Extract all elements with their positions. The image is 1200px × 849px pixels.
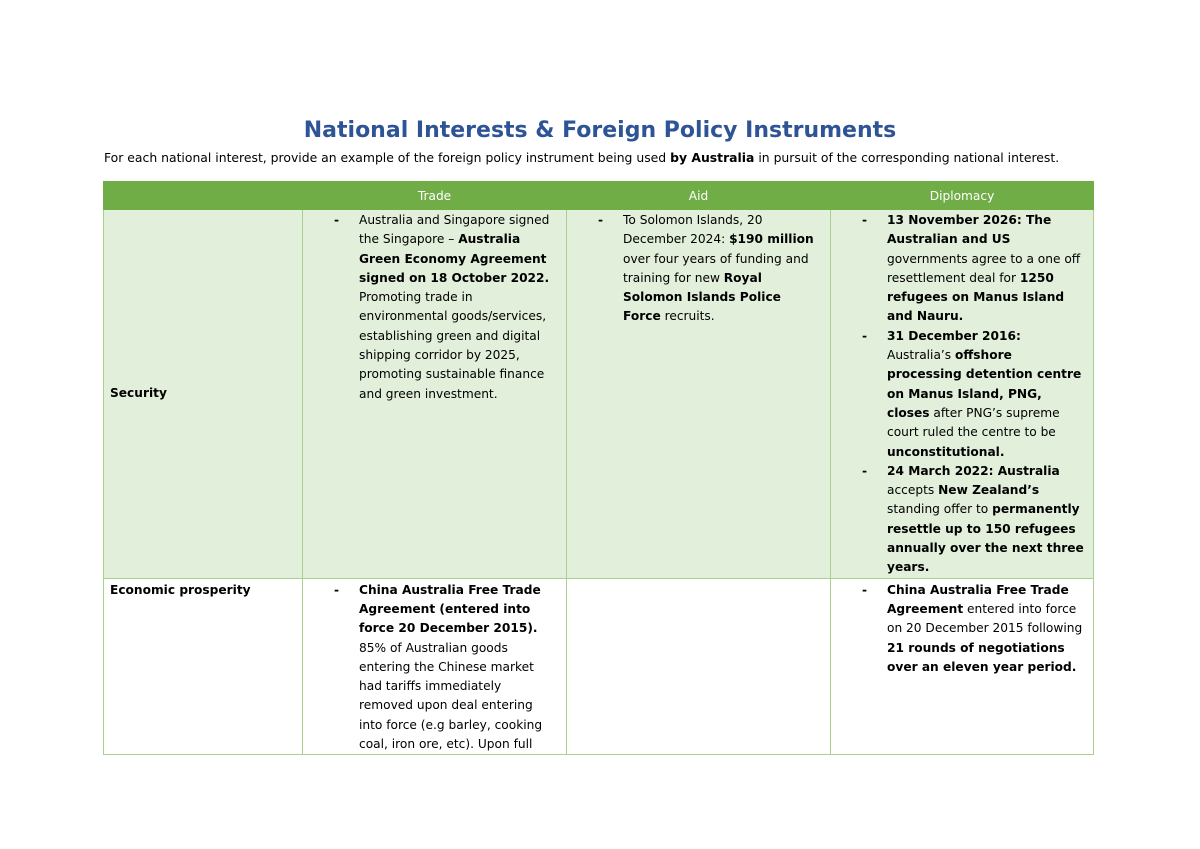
bold-text: 13 November 2026: The Australian and US — [887, 213, 1052, 247]
list-item — [303, 581, 566, 752]
bold-text: 1250 refugees on Manus Island and Nauru. — [887, 270, 1065, 324]
row-label-economic-prosperity: Economic prosperity — [104, 578, 303, 754]
cell-security-aid — [567, 210, 831, 579]
bullet-list — [567, 210, 830, 327]
dash-bullet-icon: - — [334, 582, 340, 597]
cell-economic-diplomacy — [831, 578, 1094, 754]
header-blank — [104, 182, 303, 210]
bold-text: China Australia Free Trade Agreement (entered into force 20 December 2015). — [359, 582, 541, 636]
table-row-economic-prosperity — [104, 578, 1094, 754]
table-row-security — [104, 210, 1094, 579]
header-aid: Aid — [567, 182, 831, 210]
dash-bullet-icon: - — [862, 582, 868, 597]
body-text: recruits. — [660, 309, 715, 324]
instructions-text-end: in pursuit of the corresponding national interest. — [754, 150, 1060, 165]
cell-economic-aid — [567, 578, 831, 754]
body-text: accepts — [887, 483, 939, 498]
page-title: National Interests & Foreign Policy Instruments — [303, 118, 897, 143]
row-label-security: Security — [104, 210, 303, 579]
bold-text: New Zealand’s — [938, 483, 1040, 498]
bold-text: 24 March 2022: Australia — [887, 463, 1060, 478]
body-text: standing offer to — [887, 502, 993, 517]
dash-bullet-icon: - — [334, 213, 340, 227]
header-diplomacy: Diplomacy — [831, 182, 1094, 210]
body-text: entered into force on 20 December 2015 following — [887, 601, 1083, 636]
list-item — [567, 211, 830, 327]
bold-text: permanently resettle up to 150 refugees annually over the next three years. — [887, 502, 1084, 575]
list-item — [831, 327, 1093, 462]
body-text: Australia and Singapore signed the Singapore – — [359, 213, 550, 247]
bold-text: Australia Green Economy Agreement signed on 18 October 2022. — [359, 232, 550, 285]
bold-text: $190 million — [729, 232, 814, 247]
dash-bullet-icon: - — [862, 463, 868, 478]
body-text: Australia’s — [887, 348, 956, 363]
bold-text: 21 rounds of negotiations over an eleven year period. — [887, 640, 1077, 674]
list-item — [303, 211, 566, 404]
body-text: 85% of Australian goods entering the Chinese market had tariffs immediately removed upon deal entering into force (e.g barley, cooking coal, iron ore, etc). Upon full — [359, 640, 543, 752]
body-text: To Solomon Islands, 20 December 2024: — [623, 213, 763, 247]
bold-text: offshore processing detention centre on Manus Island, PNG, closes — [887, 348, 1082, 420]
dash-bullet-icon: - — [598, 213, 604, 227]
bullet-list — [831, 210, 1093, 578]
bullet-list — [567, 579, 830, 581]
policy-table — [103, 181, 1094, 755]
bullet-list — [831, 579, 1093, 677]
cell-security-trade — [303, 210, 567, 579]
cell-security-diplomacy — [831, 210, 1094, 579]
body-text: over four years of funding and training for new — [623, 251, 809, 285]
header-trade: Trade — [303, 182, 567, 210]
bullet-list — [303, 579, 566, 752]
bold-text: Royal Solomon Islands Police Force — [623, 270, 781, 324]
list-item — [831, 462, 1093, 578]
body-text: Promoting trade in environmental goods/services, establishing green and digital shipping corridor by 2025, promoting sustainable finance and green investment. — [359, 290, 547, 401]
instructions — [104, 150, 1104, 165]
bullet-list — [303, 210, 566, 404]
bold-text: 31 December 2016: — [887, 328, 1021, 343]
body-text: after PNG’s supreme court ruled the centre to be — [887, 405, 1060, 440]
bold-text: unconstitutional. — [887, 444, 1005, 459]
body-text: governments agree to a one off resettlement deal for — [887, 251, 1081, 285]
list-item — [831, 211, 1093, 327]
instructions-text: For each national interest, provide an example of the foreign policy instrument being used — [104, 150, 671, 165]
list-item — [831, 581, 1093, 677]
dash-bullet-icon: - — [862, 328, 868, 343]
header-row — [104, 182, 1094, 210]
instructions-emphasis: by Australia — [670, 150, 755, 165]
cell-economic-trade — [303, 578, 567, 754]
bold-text: China Australia Free Trade Agreement — [887, 582, 1069, 616]
dash-bullet-icon: - — [862, 213, 868, 227]
